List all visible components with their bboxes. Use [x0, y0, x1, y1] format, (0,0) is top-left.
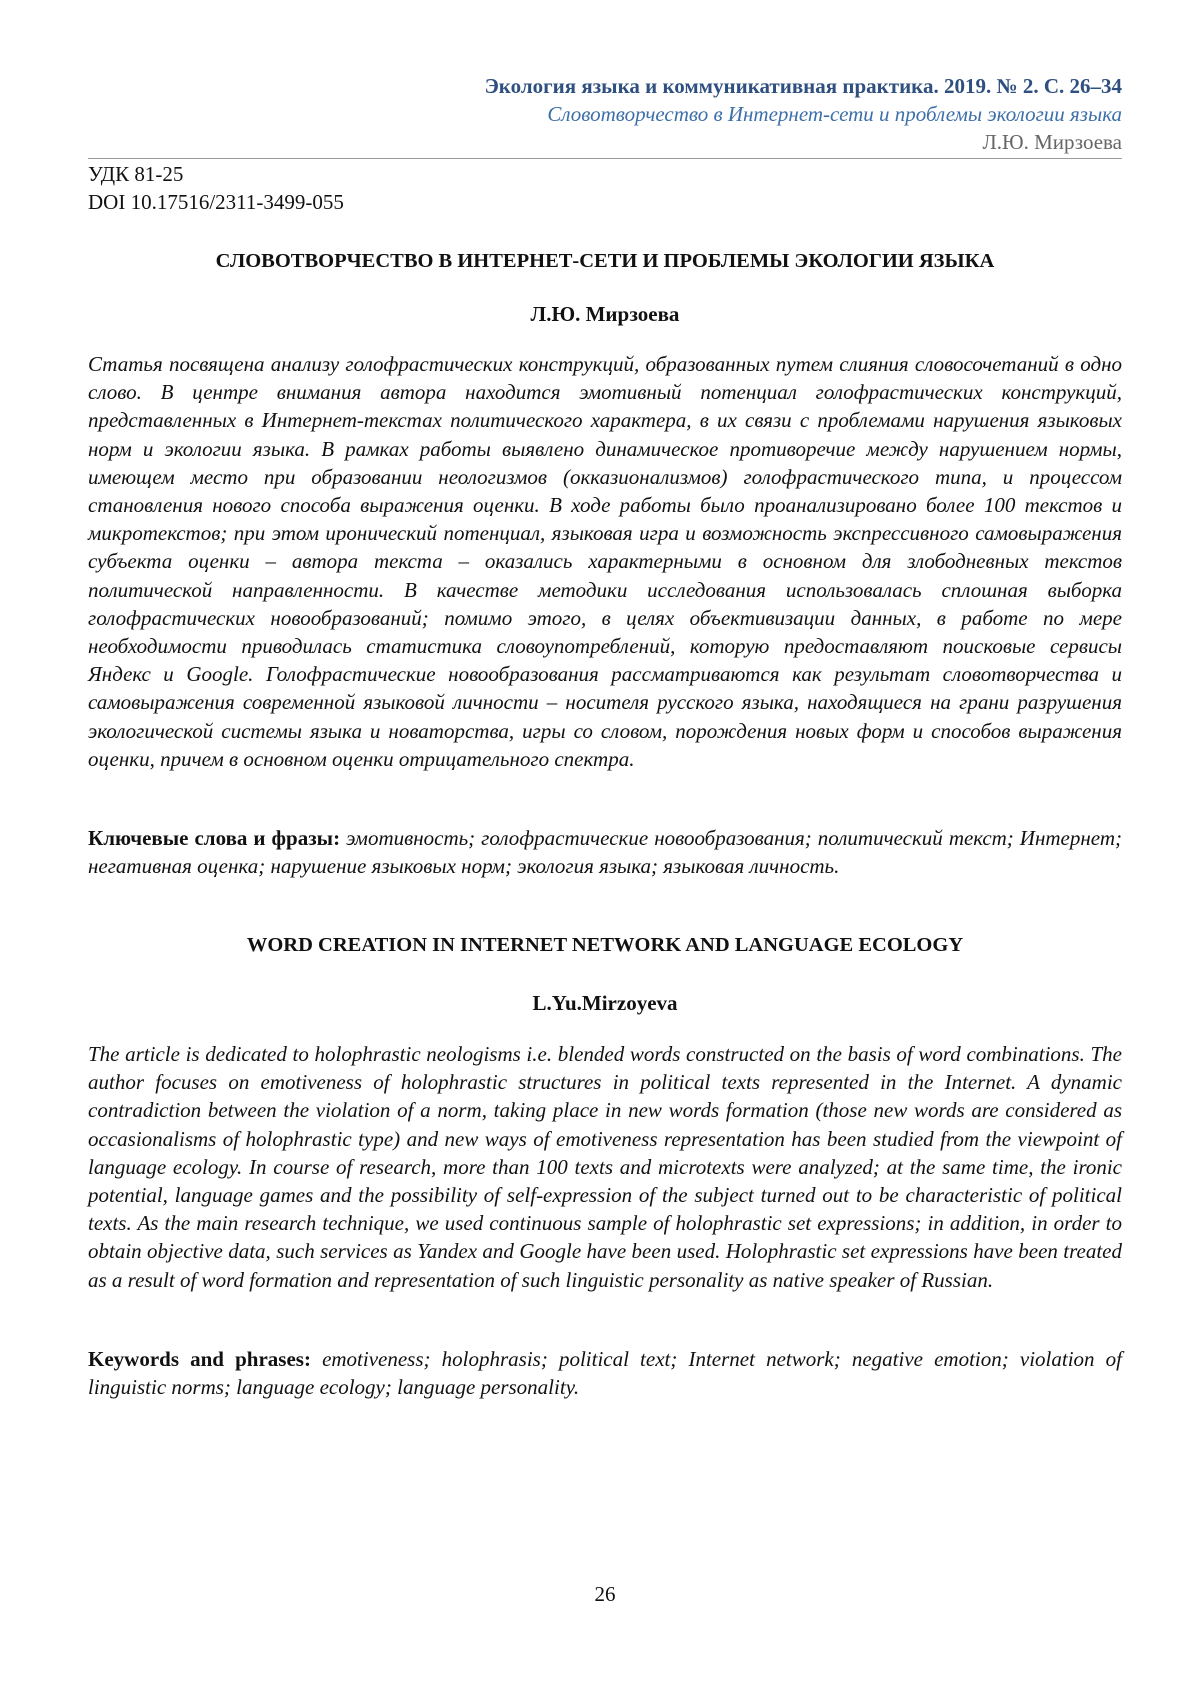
ru-title: СЛОВОТВОРЧЕСТВО В ИНТЕРНЕТ-СЕТИ И ПРОБЛЕМЫ ЭКОЛОГИИ ЯЗЫКА: [88, 250, 1122, 273]
journal-citation: Экология языка и коммуникативная практика. 2019. № 2. С. 26–34: [88, 72, 1122, 100]
en-abstract: The article is dedicated to holophrastic neologisms i.e. blended words constructed on the basis of word combinations. The author focuses on emotiveness of holophrastic structures in political texts represented in the Internet. A dynamic contradiction between the violation of a norm, taking place in new words formation (those new words are considered as occasionalisms of holophrastic type) and new ways of emotiveness representation has been studied from the viewpoint of language ecology. In course of research, more than 100 texts and microtexts were analyzed; at the same time, the ironic potential, language games and the possibility of self-expression of the subject turned out to be characteristic of political texts. As the main research technique, we used continuous sample of holophrastic set expressions; in addition, in order to obtain objective data, such services as Yandex and Google have been used. Holophrastic set expressions have been treated as a result of word formation and representation of such linguistic personality as native speaker of Russian.: [88, 1040, 1122, 1294]
ru-keywords: [88, 824, 1122, 880]
ru-keywords-label: Ключевые слова и фразы:: [88, 826, 340, 850]
running-header: [88, 72, 1122, 159]
ru-author: Л.Ю. Мирзоева: [88, 302, 1122, 327]
article-meta: [88, 160, 344, 216]
en-title: WORD CREATION IN INTERNET NETWORK AND LANGUAGE ECOLOGY: [88, 934, 1122, 957]
udk-code: УДК 81-25: [88, 160, 344, 188]
en-keywords-label: Keywords and phrases:: [88, 1347, 311, 1371]
ru-abstract: Статья посвящена анализу голофрастических конструкций, образованных путем слияния словосочетаний в одно слово. В центре внимания автора находится эмотивный потенциал голофрастических конструкций, представленных в Интернет-текстах политического характера, в их связи с проблемами нарушения языковых норм и экологии языка. В рамках работы выявлено динамическое противоречие между нарушением нормы, имеющем место при образовании неологизмов (окказионализмов) голофрастического типа, и процессом становления нового способа выражения оценки. В ходе работы было проанализировано более 100 текстов и микротекстов; при этом иронический потенциал, языковая игра и возможность экспрессивного самовыражения субъекта оценки – автора текста – оказались характерными в основном для злободневных текстов политической направленности. В качестве методики исследования использовалась сплошная выборка голофрастических новообразований; помимо этого, в целях объективизации данных, в работе по мере необходимости приводилась статистика словоупотреблений, которую предоставляют поисковые сервисы Яндекс и Google. Голофрастические новообразования рассматриваются как результат словотворчества и самовыражения современной языковой личности – носителя русского языка, находящиеся на грани разрушения экологической системы языка и новаторства, игры со словом, порождения новых форм и способов выражения оценки, причем в основном оценки отрицательного спектра.: [88, 350, 1122, 773]
running-title: Словотворчество в Интернет-сети и проблемы экологии языка: [88, 100, 1122, 128]
en-keywords: [88, 1345, 1122, 1401]
ru-keywords-text: эмотивность; голофрастические новообразования; политический текст; Интернет; негативная оценка; нарушение языковых норм; экология языка; языковая личность.: [88, 826, 1122, 878]
page-number: 26: [88, 1582, 1122, 1607]
en-keywords-text: emotiveness; holophrasis; political text; Internet network; negative emotion; violation of linguistic norms; language ecology; language personality.: [88, 1347, 1122, 1399]
document-page: [88, 0, 1122, 1697]
running-author: Л.Ю. Мирзоева: [88, 128, 1122, 156]
en-author: L.Yu.Mirzoyeva: [88, 991, 1122, 1016]
doi-code: DOI 10.17516/2311-3499-055: [88, 188, 344, 216]
